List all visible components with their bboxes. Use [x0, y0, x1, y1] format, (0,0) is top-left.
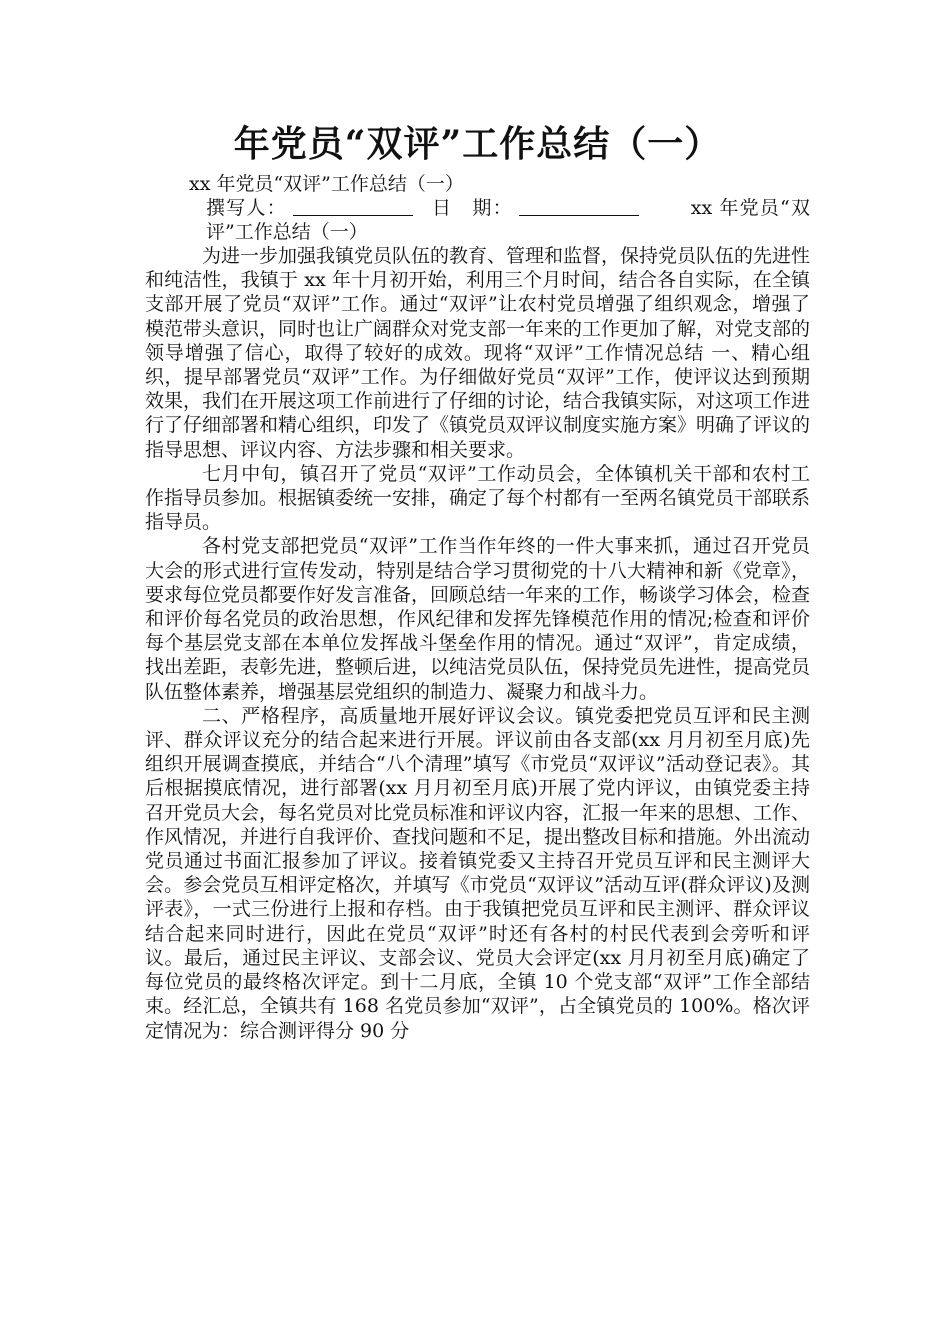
paragraph: 各村党支部把党员“双评”工作当作年终的一件大事来抓，通过召开党员大会的形式进行宣传发动，特别是结合学习贯彻党的十八大精神和新《党章》，要求每位党员都要作好发言准备，回顾总结一年来的工作，畅谈学习体会，检查和评价每名党员的政治思想，作风纪律和发挥先锋模范作用的情况;检查和评价每个基层党支部在本单位发挥战斗堡垒作用的情况。通过“双评”，肯定成绩，找出差距，表彰先进，整顿后进，以纯洁党员队伍，保持党员先进性，提高党员队伍整体素养，增强基层党组织的制造力、凝聚力和战斗力。	[145, 535, 811, 703]
date-blank	[519, 197, 639, 216]
author-label: 撰写人：	[206, 197, 287, 219]
document-title: 年党员“双评”工作总结（一）	[233, 123, 722, 165]
document-subtitle: xx 年党员“双评”工作总结（一）	[189, 173, 464, 195]
date-label: 日 期：	[430, 197, 513, 219]
document-page	[145, 120, 810, 1043]
paragraph: 二、严格程序，高质量地开展好评议会议。镇党委把党员互评和民主测评、群众评议充分的结合起来进行开展。评议前由各支部(xx 月月初至月底)先组织开展调查摸底，并结合“八个清理”填写《市党员“双评议”活动登记表》。其后根据摸底情况，进行部署(xx 月月初至月底)开展了党内评议，由镇党委主持召开党员大会，每名党员对比党员标准和评议内容，汇报一年来的思想、工作、作风情况，并进行自我评价、查找问题和不足，提出整改目标和措施。外出流动党员通过书面汇报参加了评议。接着镇党委又主持召开党员互评和民主测评大会。参会党员互相评定格次，并填写《市党员“双评议”活动互评(群众评议)及测评表》，一式三份进行上报和存档。由于我镇把党员互评和民主测评、群众评议结合起来同时进行，因此在党员“双评”时还有各村的村民代表到会旁听和评议。最后，通过民主评议、支部会议、党员大会评定(xx 月月初至月底)确定了每位党员的最终格次评定。到十二月底，全镇 10 个党支部“双评”工作全部结束。经汇总，全镇共有 168 名党员参加“双评”，占全镇党员的 100%。格次评定情况为：综合测评得分 90 分	[145, 704, 811, 1042]
paragraph: 为进一步加强我镇党员队伍的教育、管理和监督，保持党员队伍的先进性和纯洁性，我镇于 xx 年十月初开始，利用三个月时间，结合各自实际，在全镇支部开展了党员“双评”工作。通过“双评”让农村党员增强了组织观念，增强了模范带头意识，同时也让广阔群众对党支部一年来的工作更加了解，对党支部的领导增强了信心，取得了较好的成效。现将“双评”工作情况总结 一、精心组织，提早部署党员“双评”工作。为仔细做好党员“双评”工作，使评议达到预期效果，我们在开展这项工作前进行了仔细的讨论，结合我镇实际，对这项工作进行了仔细部署和精心组织，印发了《镇党员双评议制度实施方案》明确了评议的指导思想、评议内容、方法步骤和相关要求。	[145, 245, 811, 461]
author-tail: xx 年党员“双评”工作总结（一）	[206, 197, 810, 243]
author-blank	[293, 197, 413, 216]
paragraph: 七月中旬，镇召开了党员“双评”工作动员会，全体镇机关干部和农村工作指导员参加。根据镇委统一安排，确定了每个村都有一至两名镇党员干部联系指导员。	[145, 462, 811, 534]
author-date-line	[145, 196, 810, 244]
